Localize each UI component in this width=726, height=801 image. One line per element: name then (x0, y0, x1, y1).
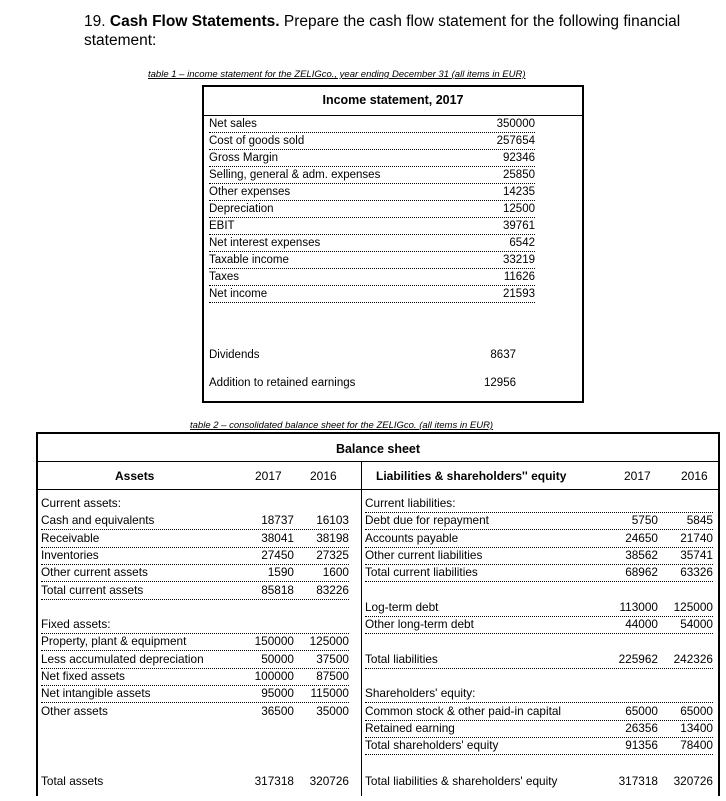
row-label: Receivable (41, 530, 100, 545)
divider (38, 461, 718, 462)
balance-row (41, 583, 349, 600)
row-label: Total liabilities (365, 651, 438, 666)
value-2016: 37500 (316, 651, 349, 666)
question-number: 19. (84, 13, 106, 30)
row-label: EBIT (209, 220, 235, 232)
value-2016: 320726 (309, 774, 349, 788)
value-2017: 65000 (625, 703, 658, 718)
balance-row (41, 686, 349, 703)
balance-row (41, 617, 349, 634)
question-text (84, 12, 684, 50)
balance-row (365, 548, 713, 565)
total-row (41, 774, 349, 790)
year-2016-header: 2016 (681, 469, 708, 483)
value-2016: 320726 (673, 774, 713, 788)
value-2016: 242326 (673, 651, 713, 666)
row-label: Taxes (209, 271, 240, 283)
value-2016: 5845 (686, 513, 713, 528)
balance-row (365, 565, 713, 582)
total-row (365, 774, 713, 790)
value-2017: 68962 (625, 565, 658, 580)
value-2017: 85818 (261, 582, 294, 597)
row-label: Gross Margin (209, 152, 279, 164)
balance-row (41, 513, 349, 530)
value-2016: 65000 (680, 703, 713, 718)
row-label: Net intangible assets (41, 686, 151, 701)
value-2017: 50000 (261, 651, 294, 666)
income-row (209, 237, 535, 252)
value-2017: 113000 (619, 599, 658, 614)
value-2016: 1600 (322, 565, 349, 580)
value-2016: 63326 (680, 565, 713, 580)
row-value: 92346 (503, 152, 535, 164)
row-label: Other expenses (209, 186, 291, 198)
value-2016: 54000 (680, 617, 713, 632)
value-2016: 35741 (680, 547, 713, 562)
year-2016-header: 2016 (310, 469, 337, 483)
row-label: Net fixed assets (41, 669, 125, 683)
value-2017: 38041 (261, 530, 294, 545)
row-label: Cash and equivalents (41, 513, 155, 528)
row-label: Total assets (41, 774, 104, 788)
balance-row (365, 652, 713, 669)
income-row (209, 118, 535, 133)
row-value: 25850 (503, 169, 535, 181)
value-2017: 36500 (261, 703, 294, 718)
row-value: 21593 (503, 288, 535, 300)
row-value: 12956 (484, 377, 516, 389)
row-label: Selling, general & adm. expenses (209, 169, 381, 181)
row-label: Net interest expenses (209, 237, 321, 249)
row-label: Fixed assets: (41, 617, 111, 632)
income-row (209, 271, 535, 286)
row-value: 350000 (496, 118, 535, 130)
row-label: Other assets (41, 703, 108, 718)
row-label: Common stock & other paid-in capital (365, 703, 562, 718)
value-2017: 1590 (267, 565, 294, 580)
row-label: Total shareholders' equity (365, 738, 499, 753)
balance-row (365, 600, 713, 617)
balance-row (41, 669, 349, 686)
balance-sheet-table (36, 432, 720, 796)
row-value: 39761 (503, 220, 535, 232)
income-row (209, 254, 535, 269)
row-value: 33219 (503, 254, 535, 266)
dividends-row (209, 349, 516, 361)
row-label: Inventories (41, 547, 99, 562)
question-title: Cash Flow Statements. (109, 13, 280, 30)
year-2017-header: 2017 (255, 469, 282, 483)
row-label: Taxable income (209, 254, 289, 266)
retained-row (209, 377, 516, 389)
column-divider (361, 461, 362, 796)
value-2017: 26356 (625, 720, 658, 735)
row-label: Cost of goods sold (209, 135, 305, 147)
value-2016: 125000 (673, 599, 713, 614)
row-value: 11626 (503, 271, 535, 283)
income-row (209, 288, 535, 303)
row-label: Current assets: (41, 496, 121, 510)
balance-row (365, 617, 713, 634)
row-label: Net sales (209, 118, 257, 130)
row-label: Other long-term debt (365, 617, 474, 632)
value-2016: 83226 (316, 582, 349, 597)
row-label: Log-term debt (365, 599, 439, 614)
value-2017: 27450 (261, 547, 294, 562)
row-label: Retained earning (365, 720, 455, 735)
value-2017: 5750 (631, 513, 658, 528)
row-label: Less accumulated depreciation (41, 651, 204, 666)
balance-row (41, 548, 349, 565)
balance-row (41, 565, 349, 582)
value-2017: 150000 (254, 634, 294, 649)
value-2016: 78400 (680, 738, 713, 753)
row-label: Depreciation (209, 203, 274, 215)
row-label: Debt due for repayment (365, 513, 489, 528)
assets-header: Assets (115, 469, 155, 483)
value-2017: 95000 (261, 686, 294, 701)
balance-row (41, 531, 349, 548)
income-row (209, 152, 535, 167)
row-value: 8637 (490, 349, 516, 361)
balance-row (365, 686, 713, 703)
balance-caption: table 2 – consolidated balance sheet for the ZELIGco. (all items in EUR) (190, 420, 494, 431)
row-value: 12500 (503, 203, 535, 215)
balance-row (365, 496, 713, 513)
income-title: Income statement, 2017 (322, 93, 464, 107)
income-row (209, 186, 535, 201)
row-label: Other current assets (41, 565, 148, 580)
value-2016: 13400 (680, 720, 713, 735)
value-2017: 317318 (254, 774, 294, 788)
balance-row (365, 704, 713, 721)
row-label: Total current assets (41, 582, 144, 597)
row-label: Accounts payable (365, 530, 459, 545)
row-value: 6542 (509, 237, 535, 249)
value-2016: 38198 (316, 530, 349, 545)
balance-title: Balance sheet (335, 442, 421, 456)
balance-row (365, 738, 713, 755)
row-label: Total liabilities & shareholders' equity (365, 774, 558, 788)
value-2017: 38562 (625, 547, 658, 562)
year-2017-header: 2017 (624, 469, 651, 483)
value-2017: 100000 (254, 669, 294, 683)
row-label: Current liabilities: (365, 496, 456, 510)
balance-row (41, 634, 349, 651)
income-statement-table (202, 85, 584, 403)
value-2017: 225962 (618, 651, 658, 666)
income-row (209, 203, 535, 218)
row-label: Property, plant & equipment (41, 634, 187, 649)
row-label: Dividends (209, 349, 260, 361)
balance-row (41, 704, 349, 720)
value-2016: 87500 (316, 669, 349, 683)
row-label: Total current liabilities (365, 565, 478, 580)
liabilities-header: Liabilities & shareholders'' equity (376, 469, 567, 483)
value-2016: 115000 (310, 686, 349, 701)
value-2016: 21740 (680, 530, 713, 545)
value-2016: 125000 (309, 634, 349, 649)
balance-row (365, 721, 713, 738)
value-2017: 18737 (261, 513, 294, 528)
income-row (209, 169, 535, 184)
value-2016: 16103 (316, 513, 349, 528)
value-2017: 24650 (625, 530, 658, 545)
balance-row (365, 531, 713, 548)
income-row (209, 220, 535, 235)
income-caption: table 1 – income statement for the ZELIGco., year ending December 31 (all items in EUR) (148, 69, 526, 80)
row-label: Shareholders' equity: (365, 686, 476, 701)
divider (38, 489, 718, 490)
value-2017: 44000 (625, 617, 658, 632)
row-value: 257654 (496, 135, 535, 147)
balance-row (41, 652, 349, 669)
row-label: Net income (209, 288, 268, 300)
row-label: Addition to retained earnings (209, 377, 356, 389)
row-label: Other current liabilities (365, 547, 483, 562)
value-2017: 91356 (625, 738, 658, 753)
divider (204, 115, 582, 116)
question-body: Prepare the cash flow statement for the following financial statement: (84, 13, 681, 49)
value-2016: 35000 (316, 703, 349, 718)
value-2016: 27325 (316, 547, 349, 562)
value-2017: 317318 (618, 774, 658, 788)
balance-row (41, 496, 349, 512)
row-value: 14235 (503, 186, 535, 198)
income-row (209, 135, 535, 150)
balance-row (365, 513, 713, 530)
